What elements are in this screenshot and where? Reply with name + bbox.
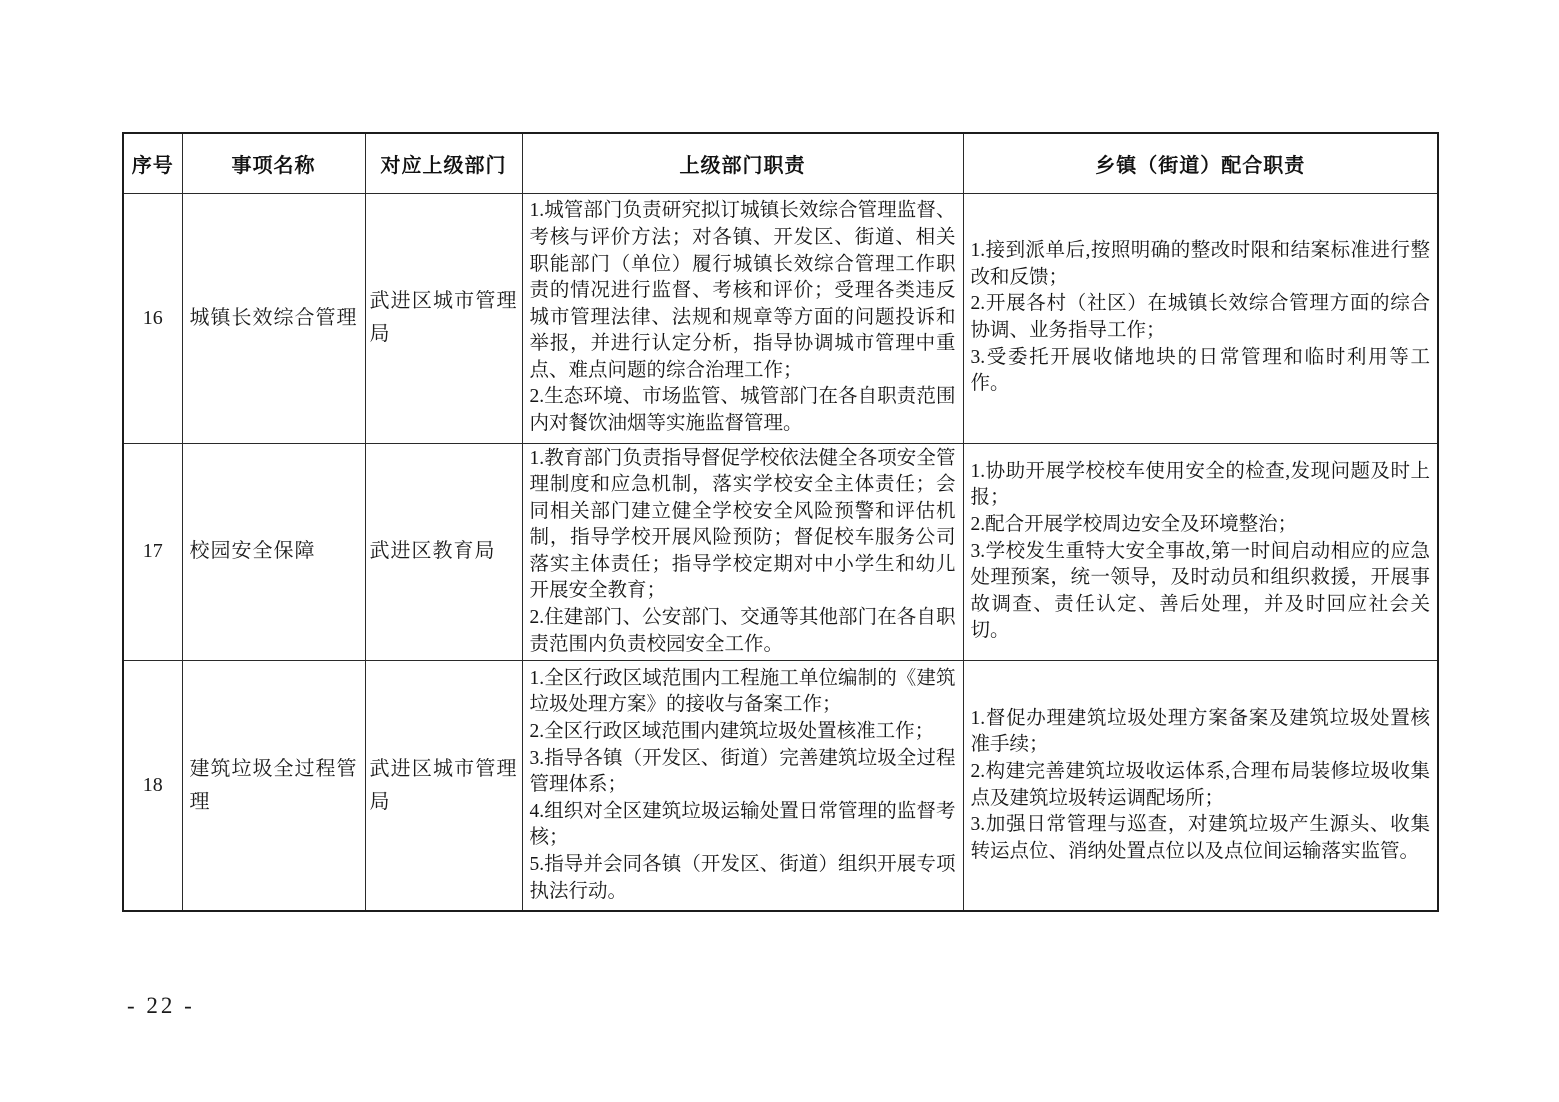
cell-seq-number: 16 bbox=[123, 193, 182, 443]
cooperation-item: 3.学校发生重特大安全事故,第一时间启动相应的应急处理预案，统一领导，及时动员和组织救援，开展事故调查、责任认定、善后处理，并及时回应社会关切。 bbox=[970, 540, 1430, 642]
cell-superior-dept: 武进区城市管理局 bbox=[365, 193, 522, 443]
duty-item: 1.教育部门负责指导督促学校依法健全各项安全管理制度和应急机制，落实学校安全主体责任；会同相关部门建立健全学校安全风险预警和评估机制，指导学校开展风险预防；督促校车服务公司落实主体责任；指导学校定期对中小学生和幼儿开展安全教育； bbox=[529, 447, 956, 602]
cooperation-item: 3.受委托开展收储地块的日常管理和临时利用等工作。 bbox=[970, 346, 1430, 395]
cell-township-duties bbox=[963, 443, 1438, 661]
cell-item-name: 城镇长效综合管理 bbox=[182, 193, 365, 443]
cell-seq-number: 17 bbox=[123, 443, 182, 661]
duty-item: 5.指导并会同各镇（开发区、街道）组织开展专项执法行动。 bbox=[529, 853, 956, 902]
header-superior-duties: 上级部门职责 bbox=[522, 133, 963, 193]
header-township-duties: 乡镇（街道）配合职责 bbox=[963, 133, 1438, 193]
duty-item: 1.城管部门负责研究拟订城镇长效综合管理监督、考核与评价方法；对各镇、开发区、街道、相关职能部门（单位）履行城镇长效综合管理工作职责的情况进行监督、考核和评价；受理各类违反城市管理法律、法规和规章等方面的问题投诉和举报，并进行认定分析，指导协调城市管理中重点、难点问题的综合治理工作； bbox=[529, 200, 956, 381]
responsibility-table bbox=[122, 132, 1439, 912]
cell-superior-duties bbox=[522, 661, 963, 911]
cooperation-item: 2.构建完善建筑垃圾收运体系,合理布局装修垃圾收集点及建筑垃圾转运调配场所； bbox=[970, 760, 1430, 809]
duty-item: 2.全区行政区域范围内建筑垃圾处置核准工作； bbox=[529, 721, 935, 743]
cooperation-item: 2.开展各村（社区）在城镇长效综合管理方面的综合协调、业务指导工作； bbox=[970, 293, 1430, 341]
table-row bbox=[123, 443, 1438, 661]
cell-township-duties bbox=[963, 661, 1438, 911]
cooperation-item: 1.督促办理建筑垃圾处理方案备案及建筑垃圾处置核准手续； bbox=[970, 707, 1430, 756]
header-superior-dept: 对应上级部门 bbox=[365, 133, 522, 193]
cell-item-name: 校园安全保障 bbox=[182, 443, 365, 661]
cell-superior-dept: 武进区城市管理局 bbox=[365, 661, 522, 911]
duty-item: 3.指导各镇（开发区、街道）完善建筑垃圾全过程管理体系； bbox=[529, 747, 956, 796]
cell-seq-number: 18 bbox=[123, 661, 182, 911]
cell-township-duties bbox=[963, 193, 1438, 443]
page-number: - 22 - bbox=[127, 993, 195, 1018]
cooperation-item: 2.配合开展学校周边安全及环境整治； bbox=[970, 513, 1298, 535]
duty-item: 2.生态环境、市场监管、城管部门在各自职责范围内对餐饮油烟等实施监督管理。 bbox=[529, 386, 956, 435]
table-header-row bbox=[123, 133, 1438, 193]
cell-superior-duties bbox=[522, 193, 963, 443]
duty-item: 1.全区行政区域范围内工程施工单位编制的《建筑垃圾处理方案》的接收与备案工作； bbox=[529, 667, 956, 716]
cell-item-name: 建筑垃圾全过程管理 bbox=[182, 661, 365, 911]
table-body bbox=[123, 193, 1438, 911]
table-row bbox=[123, 193, 1438, 443]
table-row bbox=[123, 661, 1438, 911]
cell-superior-dept: 武进区教育局 bbox=[365, 443, 522, 661]
header-seq-number: 序号 bbox=[123, 133, 182, 193]
cooperation-item: 3.加强日常管理与巡查，对建筑垃圾产生源头、收集转运点位、消纳处置点位以及点位间运输落实监管。 bbox=[970, 814, 1430, 862]
duty-item: 4.组织对全区建筑垃圾运输处置日常管理的监督考核； bbox=[529, 800, 956, 849]
cell-superior-duties bbox=[522, 443, 963, 661]
header-item-name: 事项名称 bbox=[182, 133, 365, 193]
duty-item: 2.住建部门、公安部门、交通等其他部门在各自职责范围内负责校园安全工作。 bbox=[529, 607, 956, 655]
cooperation-item: 1.协助开展学校校车使用安全的检查,发现问题及时上报； bbox=[970, 460, 1430, 509]
cooperation-item: 1.接到派单后,按照明确的整改时限和结案标准进行整改和反馈； bbox=[970, 240, 1430, 288]
